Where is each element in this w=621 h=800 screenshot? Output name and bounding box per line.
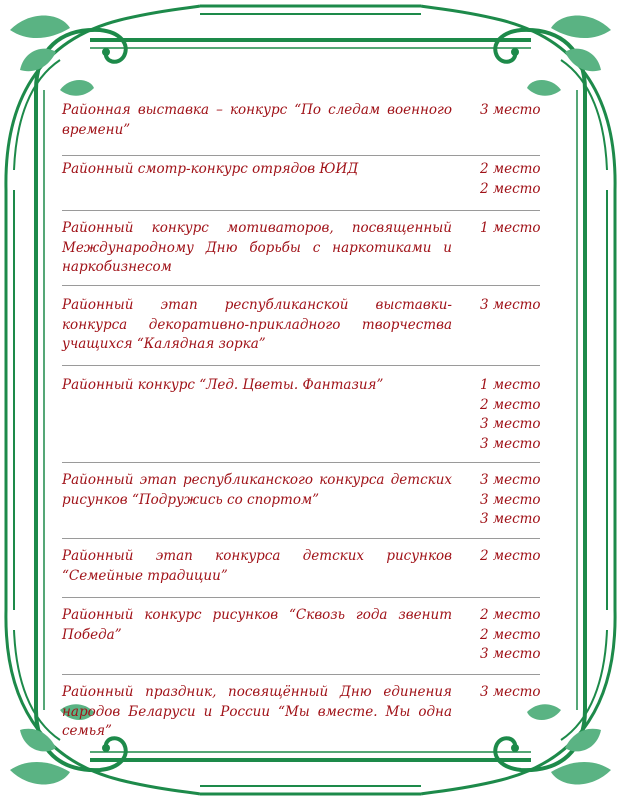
competition-title: Районный праздник, посвящённый Дню единения народов Беларуси и России “Мы вместе. Мы одна семья” xyxy=(62,684,452,739)
place-value: 3 место xyxy=(480,646,541,662)
place-value: 3 место xyxy=(480,435,541,452)
divider xyxy=(62,210,540,211)
place-value: 2 место xyxy=(480,607,541,623)
places-list xyxy=(480,376,550,454)
place-value: 1 место xyxy=(480,220,541,236)
place-value: 1 место xyxy=(480,377,541,393)
divider xyxy=(62,365,540,366)
competition-title: Районный конкурс “Лед. Цветы. Фантазия” xyxy=(62,377,384,393)
divider xyxy=(62,538,540,539)
places-list xyxy=(480,101,550,121)
places-list xyxy=(480,471,550,530)
competition-title: Районный конкурс мотиваторов, посвященный Международному Дню борьбы с наркотиками и наркобизнесом xyxy=(62,220,452,275)
divider xyxy=(62,674,540,675)
place-value: 3 место xyxy=(480,511,541,527)
place-value: 2 место xyxy=(480,180,541,197)
places-list xyxy=(480,547,550,567)
divider xyxy=(62,285,540,286)
competition-title: Районный конкурс рисунков “Сквозь года звенит Победа” xyxy=(62,607,452,643)
place-value: 2 место xyxy=(480,548,541,564)
competition-title: Районный этап республиканской выставки- конкурса декоративно-прикладного творчества учащихся “Калядная зорка” xyxy=(62,297,452,352)
place-value: 3 место xyxy=(480,472,541,488)
place-value: 2 место xyxy=(480,396,541,413)
competition-title: Районная выставка – конкурс “По следам военного времени” xyxy=(62,102,452,138)
places-list xyxy=(480,683,550,703)
place-value: 3 место xyxy=(480,297,541,313)
place-value: 2 место xyxy=(480,626,541,643)
place-value: 3 место xyxy=(480,416,541,432)
place-value: 2 место xyxy=(480,161,541,177)
places-list xyxy=(480,296,550,316)
competition-title: Районный этап республиканского конкурса детских рисунков “Подружись со спортом” xyxy=(62,472,452,508)
place-value: 3 место xyxy=(480,684,541,700)
place-value: 3 место xyxy=(480,102,541,118)
awards-table xyxy=(62,0,540,800)
competition-title: Районный смотр-конкурс отрядов ЮИД xyxy=(62,161,359,177)
competition-title: Районный этап конкурса детских рисунков “Семейные традиции” xyxy=(62,548,452,584)
places-list xyxy=(480,606,550,665)
divider xyxy=(62,462,540,463)
places-list xyxy=(480,219,550,239)
divider xyxy=(62,597,540,598)
divider xyxy=(62,155,540,156)
places-list xyxy=(480,160,550,199)
place-value: 3 место xyxy=(480,491,541,508)
